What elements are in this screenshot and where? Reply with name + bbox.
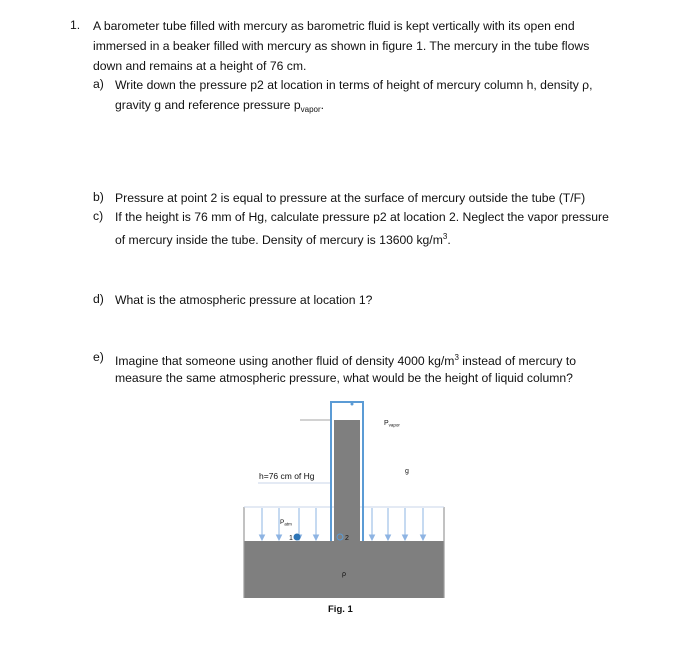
atm-arrowhead-1 [260,535,265,540]
intro-line-2: immersed in a beaker filled with mercury as shown in figure 1. The mercury in the tube flows [93,39,590,53]
part-e-label: e) [93,350,104,364]
p-vapor-main: P [384,420,389,427]
part-e-cubed-superscript: 3 [454,353,459,362]
part-d-label: d) [93,292,104,306]
atm-arrowhead-7 [403,535,408,540]
part-e-line-1-tail: instead of mercury to [458,354,577,368]
part-b-label: b) [93,190,104,204]
part-a-line-2-text: gravity g and reference pressure p [115,98,301,112]
part-c-cubed-superscript: 3 [442,232,448,241]
tube-top-marker [351,403,354,406]
part-e-line-2: measure the same atmospheric pressure, what would be the height of liquid column? [115,371,573,385]
part-c-label: c) [93,209,104,223]
beaker-mercury [244,541,444,598]
part-d-text: What is the atmospheric pressure at location 1? [115,293,373,307]
part-a-label: a) [93,77,104,91]
part-a-vapor-subscript: vapor [300,105,321,114]
point-1-label: 1 [289,535,293,542]
part-c-period: . [447,233,451,247]
atm-arrowhead-8 [421,535,426,540]
atm-arrowhead-4 [314,535,319,540]
atm-arrowhead-2 [277,535,282,540]
height-label: h=76 cm of Hg [259,471,315,481]
atm-arrowhead-5 [370,535,375,540]
intro-line-3: down and remains at a height of 76 cm. [93,59,307,73]
part-e-line-1-text: Imagine that someone using another fluid of density 4000 kg/m [115,354,455,368]
part-a-period: . [320,98,325,112]
p-vapor-label [384,420,400,428]
atm-arrowhead-6 [386,535,391,540]
part-c-line-2-text: of mercury inside the tube. Density of mercury is 13600 kg/m [115,233,443,247]
part-b-text: Pressure at point 2 is equal to pressure at the surface of mercury outside the tube (T/F) [115,191,586,205]
rho-label: ρ [342,571,346,578]
intro-line-1: A barometer tube filled with mercury as barometric fluid is kept vertically with its open end [93,19,575,33]
p-atm-label [280,519,292,527]
p-atm-sub: atm [284,521,292,527]
p-atm-main: P [280,519,285,526]
figure-caption: Fig. 1 [328,604,353,615]
p-vapor-sub: vapor [388,422,400,428]
point-1-dot [294,534,301,541]
part-a-line-1: Write down the pressure p2 at location in terms of height of mercury column h, density ρ, [115,78,593,92]
point-2-label: 2 [345,535,349,542]
gravity-label: g [405,468,409,475]
question-number: 1. [70,18,81,32]
part-c-line-1: If the height is 76 mm of Hg, calculate pressure p2 at location 2. Neglect the vapor pressure [115,210,609,224]
tube-mercury-column [334,420,360,541]
